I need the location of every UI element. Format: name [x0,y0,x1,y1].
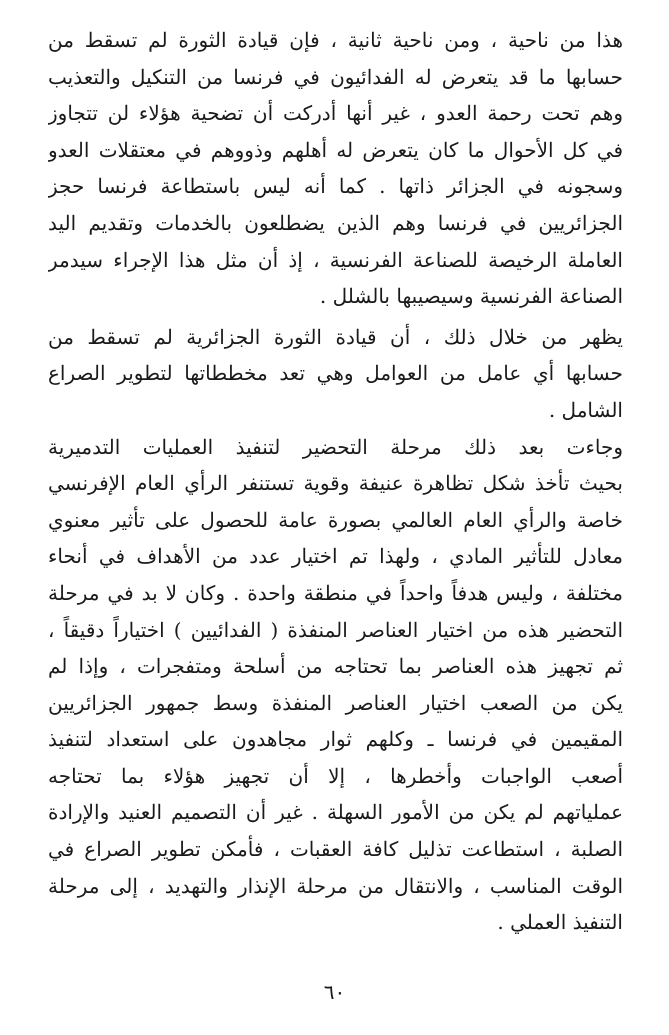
text-line: التنفيذ العملي . [497,910,623,935]
text-line: وجاءت بعد ذلك مرحلة التحضير لتنفيذ العمليات التدميرية [48,434,623,459]
text-line: خاصة والرأي العام العالمي بصورة عامة للحصول على تأثير معنوي [48,507,623,532]
text-line: بحيث تأخذ شكل تظاهرة عنيفة وقوية تستنفر الرأي العام الإفرنسي [48,471,623,496]
text-line: الصلبة ، استطاعت تذليل كافة العقبات ، فأمكن تطوير الصراع في [48,837,623,862]
text-line: المقيمين في فرنسا ـ وكلهم ثوار مجاهدون على استعداد لتنفيذ [48,727,623,752]
text-line: وسجونه في الجزائر ذاتها . كما أنه ليس باستطاعة فرنسا حجز [48,174,623,199]
text-line: التحضير هذه من اختيار العناصر المنفذة ( الفدائيين ) اختياراً دقيقاً ، [48,617,623,642]
text-line: عملياتهم لم يكن من الأمور السهلة . غير أن التصميم العنيد والإرادة [48,800,623,825]
text-line: العاملة الرخيصة للصناعة الفرنسية ، إذ أن مثل هذا الإجراء سيدمر [48,247,623,272]
text-line: الشامل . [548,397,623,422]
paragraph-2 [48,319,623,429]
text-line: الصناعة الفرنسية وسيصيبها بالشلل . [319,284,623,309]
paragraph-3 [48,429,623,941]
text-line: هذا من ناحية ، ومن ناحية ثانية ، فإن قيادة الثورة لم تسقط من [48,28,623,52]
page-body [48,22,623,941]
text-line: في كل الأحوال ما كان يتعرض له أهلهم وذووهم في معتقلات العدو [48,137,623,162]
page-number: ٦٠ [323,980,346,1004]
text-line: ثم تجهيز هذه العناصر بما تحتاجه من أسلحة ومتفجرات ، وإذا لم [48,654,623,679]
text-line: مختلفة ، وليس هدفاً واحداً في منطقة واحدة . وكان لا بد في مرحلة [48,580,623,605]
text-line: الجزائريين في فرنسا وهم الذين يضطلعون بالخدمات وتقديم اليد [48,210,623,235]
paragraph-1 [48,22,623,315]
text-line: يكن من الصعب اختيار العناصر المنفذة وسط جمهور الجزائريين [48,690,623,715]
text-line: الوقت المناسب ، والانتقال من مرحلة الإنذار والتهديد ، إلى مرحلة [48,873,623,898]
text-line: يظهر من خلال ذلك ، أن قيادة الثورة الجزائرية لم تسقط من [48,324,623,349]
text-line: حسابها أي عامل من العوامل وهي تعد مخططاتها لتطوير الصراع [48,361,623,386]
text-line: حسابها ما قد يتعرض له الفدائيون في فرنسا من التنكيل والتعذيب [48,64,623,89]
text-line: أصعب الواجبات وأخطرها ، إلا أن تجهيز هؤلاء بما تحتاجه [48,763,623,788]
text-line: معادل للتأثير المادي ، ولهذا تم اختيار عدد من الأهداف في أنحاء [48,544,623,569]
text-line: وهم تحت رحمة العدو ، غير أنها أدركت أن تضحية هؤلاء لن تتجاوز [48,101,623,126]
